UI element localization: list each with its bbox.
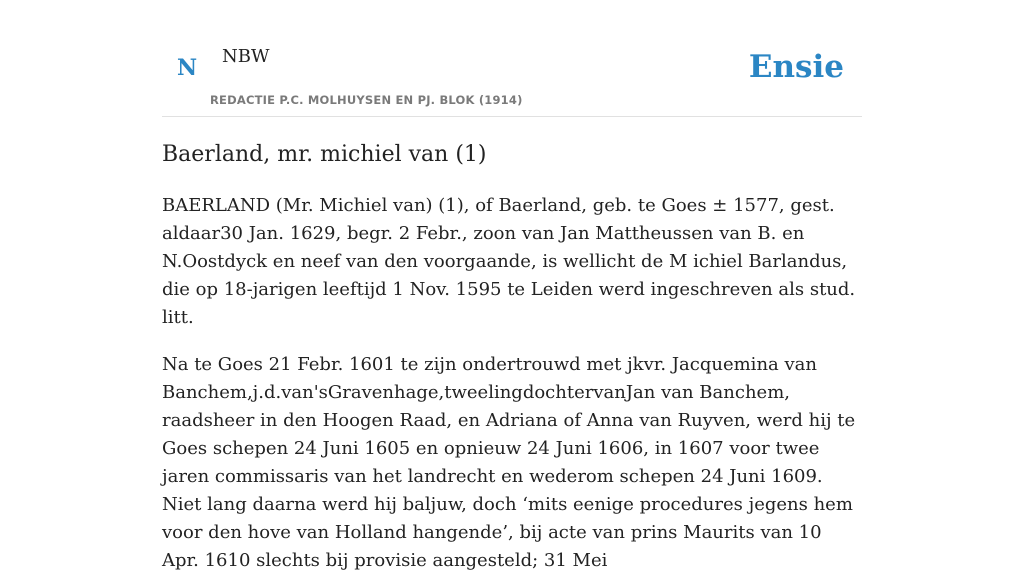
site-logo-link[interactable]: Ensie [748, 49, 844, 85]
book-title[interactable]: NBW [222, 46, 270, 67]
article-paragraph: Na te Goes 21 Febr. 1601 te zijn ondertrouwd met jkvr. Jacquemina van Banchem,j.d.van'sGravenhage,tweelingdochtervanJan van Banchem, raadsheer in den Hoogen Raad, en Adriana of Anna van Ruyven, werd hij te Goes schepen 24 Juni 1605 en opnieuw 24 Juni 1606, in 1607 voor twee jaren commissaris van het landrecht en wederom schepen 24 Juni 1609. Niet lang daarna werd hij baljuw, doch ‘mits eenige procedures jegens hem voor den hove van Holland hangende’, bij acte van prins Maurits van 10 Apr. 1610 slechts bij provisie aangesteld; 31 Mei [162, 354, 856, 571]
article [162, 140, 862, 575]
book-logo-icon[interactable]: N [177, 55, 198, 81]
site-header [162, 0, 862, 117]
book-subtitle: REDACTIE P.C. MOLHUYSEN EN PJ. BLOK (1914) [210, 93, 523, 107]
article-paragraph: BAERLAND (Mr. Michiel van) (1), of Baerland, geb. te Goes ± 1577, gest. aldaar30 Jan. 1629, begr. 2 Febr., zoon van Jan Mattheussen van B. en N.Oostdyck en neef van den voorgaande, is wellicht de M ichiel Barlandus, die op 18-jarigen leeftijd 1 Nov. 1595 te Leiden werd ingeschreven als stud. litt. [162, 195, 856, 328]
article-title: Baerland, mr. michiel van (1) [162, 142, 487, 167]
